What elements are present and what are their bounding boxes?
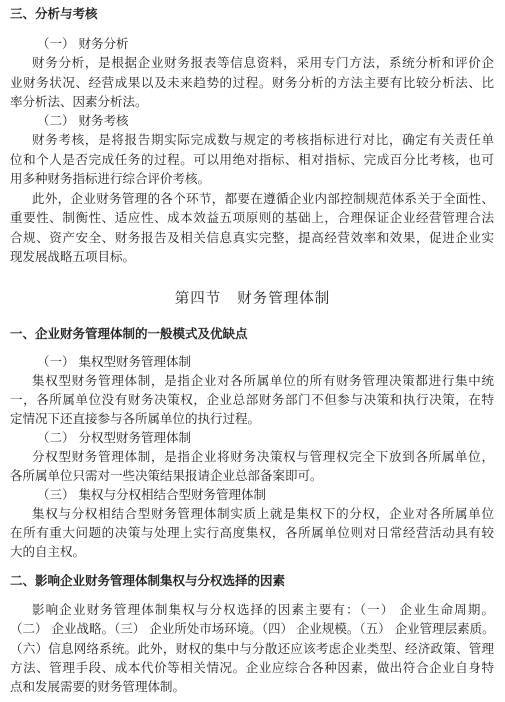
paragraph-line: 财务考核，是将报告期实际完成数与规定的考核指标进行对比，确定有关责任单 <box>32 132 494 147</box>
paragraph-line: 各所属单位只需对一些决策结果报请企业总部备案即可。 <box>10 468 323 483</box>
subheading-financial-analysis: （一） 财务分析 <box>37 36 129 51</box>
paragraph-line: 点和发展需要的财务管理体制。 <box>10 679 186 694</box>
subheading-decentralized: （二） 分权型财务管理体制 <box>37 430 191 445</box>
heading-influencing-factors: 二、影响企业财务管理体制集权与分权选择的因素 <box>10 573 286 588</box>
subheading-centralized: （一） 集权型财务管理体制 <box>37 354 191 369</box>
paragraph-line: （二） 企业战略。（三） 企业所处市场环境。（四） 企业规模。（五） 企业管理层素质。 <box>10 621 495 636</box>
paragraph-line: 用多种财务指标进行综合评价考核。 <box>10 171 211 186</box>
paragraph-line: 现发展战略五项目标。 <box>10 249 136 264</box>
paragraph-line: 率分析法、因素分析法。 <box>10 94 148 109</box>
paragraph-line: 在所有重大问题的决策与处理上实行高度集权，各所属单位则对日常经营活动具有较 <box>10 525 494 540</box>
paragraph-line: 方法、管理手段、成本代价等相关情况。企业应综合各种因素，做出符合企业自身特 <box>10 660 494 675</box>
section-number: 第四节 <box>174 291 222 307</box>
heading-analysis-and-assessment: 三、分析与考核 <box>10 6 98 21</box>
paragraph-line: 合规、资产安全、财务报告及相关信息真实完整，提高经营效率和效果，促进企业实 <box>10 230 494 245</box>
section-title <box>0 287 505 308</box>
paragraph-line: 大的自主权。 <box>10 544 86 559</box>
paragraph-line: 分权型财务管理体制，是指企业将财务决策权与管理权完全下放到各所属单位， <box>32 449 494 464</box>
section-name: 财务管理体制 <box>237 291 331 307</box>
paragraph-line: 集权与分权相结合型财务管理体制实质上就是集权下的分权，企业对各所属单位 <box>32 506 494 521</box>
paragraph-line: 影响企业财务管理体制集权与分权选择的因素主要有：（一） 企业生命周期。 <box>32 602 494 617</box>
subheading-financial-assessment: （二） 财务考核 <box>37 113 129 128</box>
paragraph-line: 一，各所属单位没有财务决策权，企业总部财务部门不但参与决策和执行决策，在特 <box>10 392 494 407</box>
subheading-combined: （三） 集权与分权相结合型财务管理体制 <box>37 487 266 502</box>
paragraph-line: 集权型财务管理体制，是指企业对各所属单位的所有财务管理决策都进行集中统 <box>32 373 494 388</box>
paragraph-line: 位和个人是否完成任务的过程。可以用绝对指标、相对指标、完成百分比考核，也可 <box>10 152 494 167</box>
paragraph-line: （六）信息网络系统。此外，财权的集中与分散还应该考虑企业类型、经济政策、管理 <box>10 641 494 656</box>
heading-general-models: 一、企业财务管理体制的一般模式及优缺点 <box>10 326 248 341</box>
paragraph-line: 业财务状况、经营成果以及未来趋势的过程。财务分析的方法主要有比较分析法、比 <box>10 75 494 90</box>
paragraph-line: 财务分析，是根据企业财务报表等信息资料，采用专门方法，系统分析和评价企 <box>32 55 494 70</box>
paragraph-line: 定情况下还直接参与各所属单位的执行过程。 <box>10 411 261 426</box>
paragraph-line: 此外，企业财务管理的各个环节，都要在遵循企业内部控制规范体系关于全面性、 <box>32 191 494 206</box>
paragraph-line: 重要性、制衡性、适应性、成本效益五项原则的基础上，合理保证企业经营管理合法 <box>10 210 494 225</box>
